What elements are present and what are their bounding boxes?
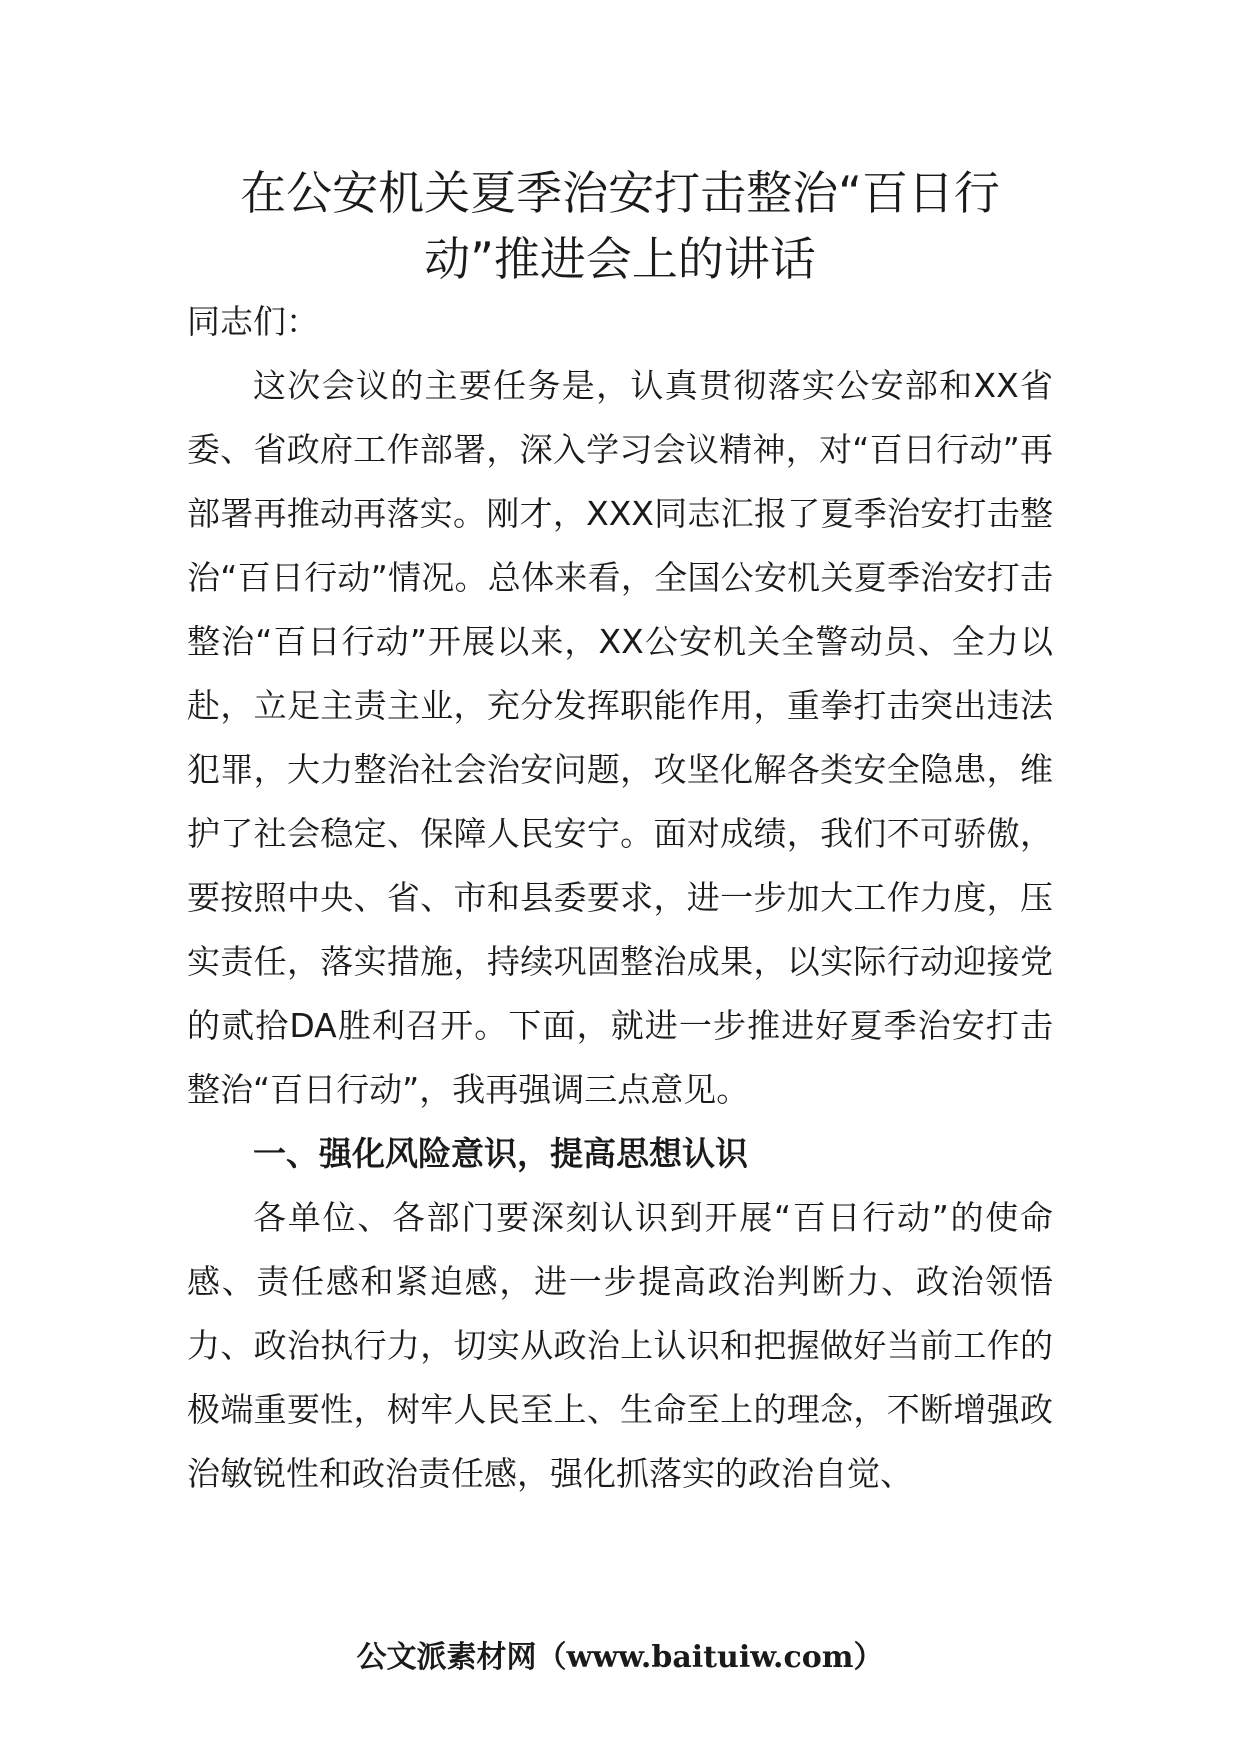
section-1-paragraph: 各单位、各部门要深刻认识到开展“百日行动”的使命感、责任感和紧迫感，进一步提高政治判断力、政治领悟力、政治执行力，切实从政治上认识和把握做好当前工作的极端重要性，树牢人民至上、生命至上的理念，不断增强政治敏锐性和政治责任感，强化抓落实的政治自觉、 bbox=[187, 1198, 1053, 1493]
document-body bbox=[187, 290, 1053, 1506]
title-line-1: 在公安机关夏季治安打击整治“百日行 bbox=[240, 166, 1000, 220]
footer-watermark: 公文派素材网（www.baituiw.com） bbox=[356, 1640, 884, 1675]
title-line-2: 动”推进会上的讲话 bbox=[424, 232, 816, 286]
section-heading-1: 一、强化风险意识，提高思想认识 bbox=[253, 1134, 748, 1173]
document-title bbox=[170, 160, 1070, 292]
salutation: 同志们： bbox=[187, 302, 319, 341]
opening-paragraph: 这次会议的主要任务是，认真贯彻落实公安部和XX省委、省政府工作部署，深入学习会议精神，对“百日行动”再部署再推动再落实。刚才，XXX同志汇报了夏季治安打击整治“百日行动”情况。总体来看，全国公安机关夏季治安打击整治“百日行动”开展以来，XX公安机关全警动员、全力以赴，立足主责主业，充分发挥职能作用，重拳打击突出违法犯罪，大力整治社会治安问题，攻坚化解各类安全隐患，维护了社会稳定、保障人民安宁。面对成绩，我们不可骄傲，要按照中央、省、市和县委要求，进一步加大工作力度，压实责任，落实措施，持续巩固整治成果，以实际行动迎接党的贰拾DA胜利召开。下面，就进一步推进好夏季治安打击整治“百日行动”，我再强调三点意见。 bbox=[187, 366, 1053, 1109]
